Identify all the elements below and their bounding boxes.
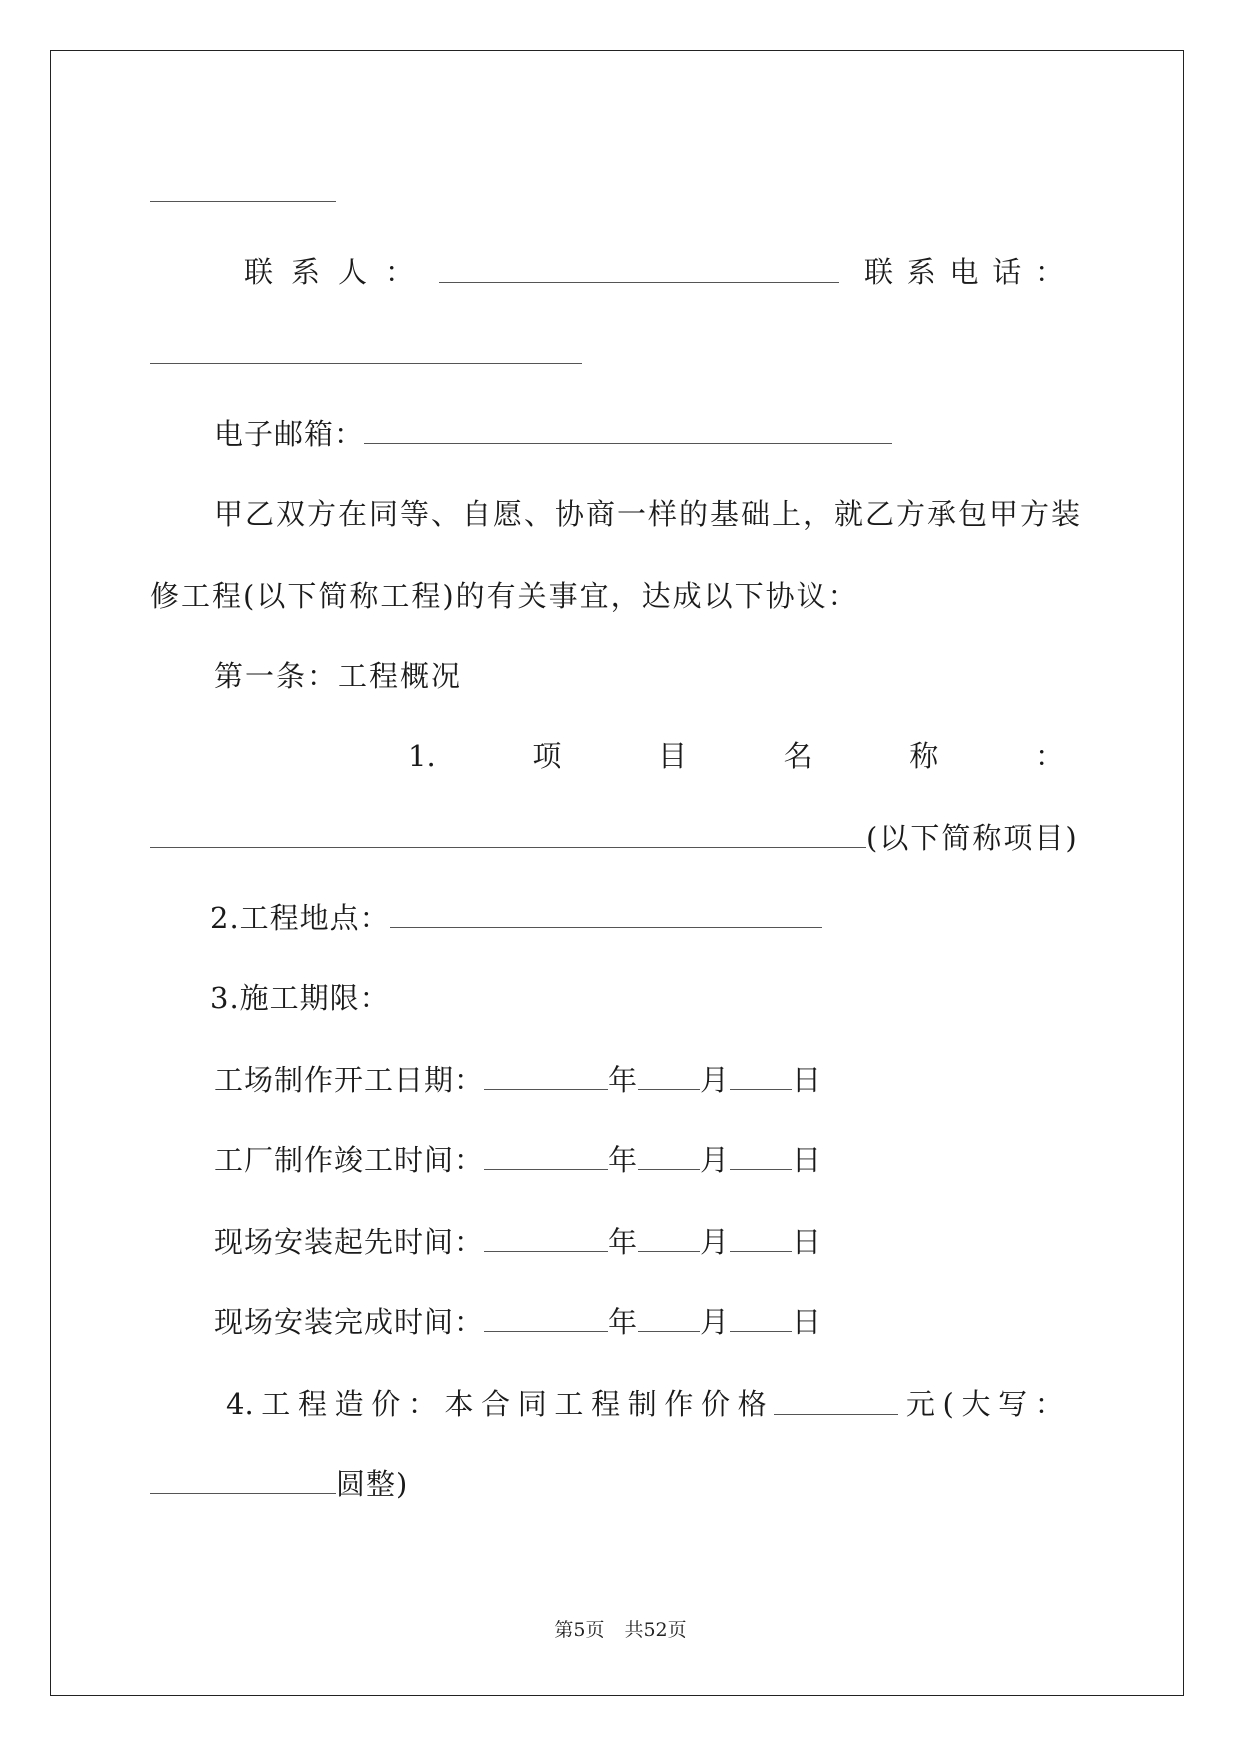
location-line [210, 898, 822, 938]
intro-line-2: 修工程(以下简称工程)的有关事宜，达成以下协议： [150, 579, 859, 613]
phone-blank-line [150, 334, 582, 374]
cost-suffix: 圆整) [336, 1467, 409, 1501]
top-blank-line [150, 172, 336, 212]
email-blank [364, 417, 892, 444]
project-name-blank [150, 821, 866, 848]
project-name-suffix: (以下简称项目) [866, 821, 1079, 855]
schedule-row: 工场制作开工日期： 年 月 日 [214, 1063, 823, 1097]
location-blank [390, 901, 822, 928]
blank [150, 175, 336, 202]
contact-person-label: 联 系 人 ： [244, 255, 414, 289]
page-footer [0, 1618, 1241, 1642]
location-label: 2.工程地点： [210, 901, 390, 935]
contact-phone-label: 联 系 电 话 ： [864, 255, 1064, 289]
period-label: 3.施工期限： [210, 981, 390, 1015]
page-total: 共52页 [624, 1619, 687, 1641]
contact-line [244, 252, 1064, 292]
cost-words-blank [150, 1467, 336, 1494]
cost-line: 4. 工 程 造 价 ： 本 合 同 工 程 制 作 价 格 元 ( 大 写 ： [226, 1387, 1064, 1421]
page-number: 第5页 [554, 1619, 605, 1641]
blank [150, 337, 582, 364]
email-line [214, 414, 892, 454]
contact-person-blank [439, 256, 839, 283]
project-name-line: 1. 项 目 名 称 ： [408, 739, 1064, 773]
cost-amount-blank [774, 1388, 898, 1415]
schedule-row: 现场安装完成时间： 年 月 日 [214, 1305, 823, 1339]
email-label: 电子邮箱： [214, 417, 365, 451]
schedule-row: 工厂制作竣工时间： 年 月 日 [214, 1143, 823, 1177]
cost-line-2 [150, 1464, 408, 1504]
project-name-blank-line [150, 818, 1079, 858]
page-border [50, 50, 1184, 1696]
intro-line-1: 甲乙双方在同等、自愿、协商一样的基础上，就乙方承包甲方装 [214, 497, 1083, 531]
article1-title: 第一条：工程概况 [214, 659, 463, 693]
schedule-row: 现场安装起先时间： 年 月 日 [214, 1225, 823, 1259]
